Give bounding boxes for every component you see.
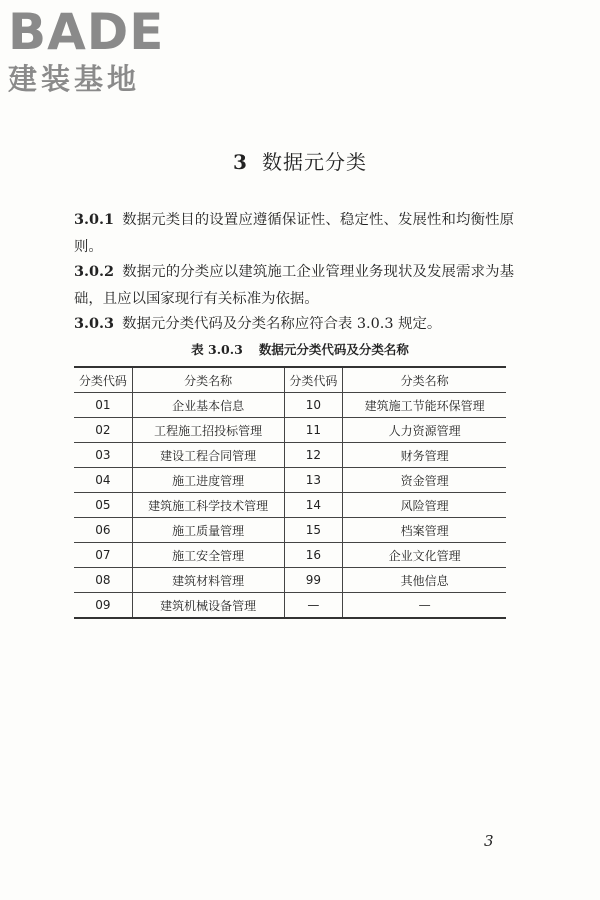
category-code: 13 <box>284 468 343 493</box>
category-code: 06 <box>74 518 132 543</box>
category-code: 03 <box>74 443 132 468</box>
clause-text: 数据元类目的设置应遵循保证性、稳定性、发展性和均衡性原则。 <box>74 212 514 255</box>
category-name: 施工进度管理 <box>132 468 284 493</box>
table-header-row <box>74 367 506 393</box>
category-code: 99 <box>284 568 343 593</box>
header-code: 分类代码 <box>74 367 132 393</box>
category-name: 人力资源管理 <box>343 418 506 443</box>
category-code: 05 <box>74 493 132 518</box>
category-name: 施工安全管理 <box>132 543 284 568</box>
classification-table <box>74 366 506 619</box>
category-name: 工程施工招投标管理 <box>132 418 284 443</box>
table-row <box>74 393 506 418</box>
category-name: 其他信息 <box>343 568 506 593</box>
category-code: 14 <box>284 493 343 518</box>
category-name: 建筑施工科学技术管理 <box>132 493 284 518</box>
table-row <box>74 568 506 593</box>
clause-3-0-1 <box>74 206 514 261</box>
category-code: 16 <box>284 543 343 568</box>
category-code: 01 <box>74 393 132 418</box>
category-code: 15 <box>284 518 343 543</box>
category-name: 建筑材料管理 <box>132 568 284 593</box>
category-name: — <box>343 593 506 619</box>
category-code: 12 <box>284 443 343 468</box>
table-row <box>74 593 506 619</box>
category-code: 11 <box>284 418 343 443</box>
header-name: 分类名称 <box>132 367 284 393</box>
logo-subtitle: 建装基地 <box>8 62 141 96</box>
category-name: 建筑机械设备管理 <box>132 593 284 619</box>
clause-number: 3.0.1 <box>74 211 115 228</box>
clause-3-0-2 <box>74 258 514 313</box>
table-row <box>74 518 506 543</box>
category-name: 风险管理 <box>343 493 506 518</box>
category-code: 08 <box>74 568 132 593</box>
clause-text: 数据元的分类应以建筑施工企业管理业务现状及发展需求为基础，且应以国家现行有关标准为依据。 <box>74 264 514 307</box>
clause-number: 3.0.3 <box>74 315 115 332</box>
chapter-title <box>0 146 600 175</box>
table-row <box>74 418 506 443</box>
chapter-title-text: 数据元分类 <box>261 150 367 174</box>
category-name: 企业基本信息 <box>132 393 284 418</box>
logo-wordmark: BADE <box>8 3 165 61</box>
category-code: 04 <box>74 468 132 493</box>
table-row <box>74 543 506 568</box>
category-code: 10 <box>284 393 343 418</box>
table-row <box>74 493 506 518</box>
table-row <box>74 468 506 493</box>
clause-3-0-3 <box>74 310 514 338</box>
category-name: 企业文化管理 <box>343 543 506 568</box>
clause-text: 数据元分类代码及分类名称应符合表 3.0.3 规定。 <box>122 316 442 332</box>
table-number: 表 3.0.3 <box>191 342 243 357</box>
category-name: 档案管理 <box>343 518 506 543</box>
page-number: 3 <box>484 832 494 850</box>
category-code: 02 <box>74 418 132 443</box>
category-name: 建设工程合同管理 <box>132 443 284 468</box>
category-name: 资金管理 <box>343 468 506 493</box>
category-name: 建筑施工节能环保管理 <box>343 393 506 418</box>
clause-number: 3.0.2 <box>74 263 115 280</box>
category-code: — <box>284 593 343 619</box>
chapter-number: 3 <box>233 150 248 174</box>
table-row <box>74 443 506 468</box>
category-name: 财务管理 <box>343 443 506 468</box>
table-title: 数据元分类代码及分类名称 <box>258 342 409 357</box>
category-name: 施工质量管理 <box>132 518 284 543</box>
bade-logo <box>8 4 178 96</box>
category-code: 09 <box>74 593 132 619</box>
header-code: 分类代码 <box>284 367 343 393</box>
table-caption <box>0 340 600 358</box>
header-name: 分类名称 <box>343 367 506 393</box>
category-code: 07 <box>74 543 132 568</box>
